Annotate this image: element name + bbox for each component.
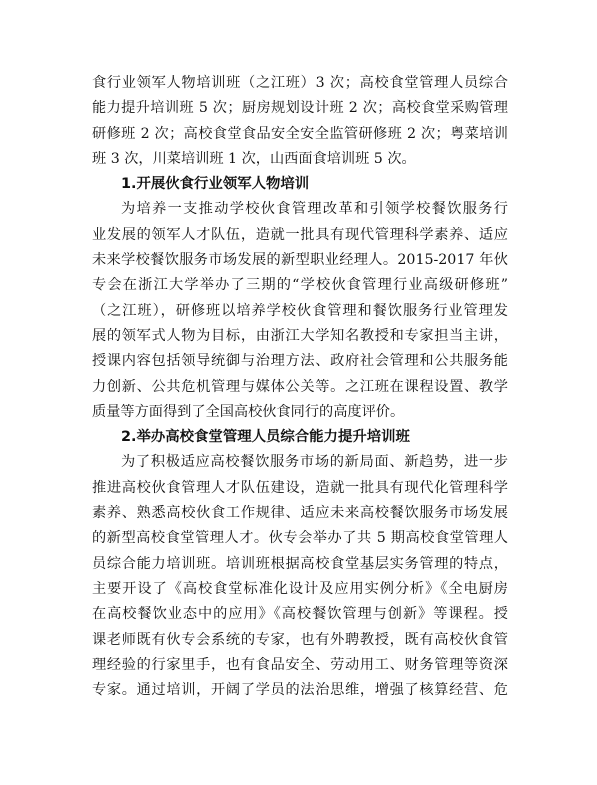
paragraph-line: （之江班），研修班以培养学校伙食管理和餐饮服务行业管理发: [92, 302, 508, 319]
paragraph-line: 课老师既有伙专会系统的专家，也有外聘教授，既有高校伙食管: [92, 631, 508, 648]
paragraph-line: 未来学校餐饮服务市场发展的新型职业经理人。2015-2017 年伙: [92, 252, 508, 269]
paragraph-line: 专家。通过培训，开阔了学员的法治思维，增强了核算经营、危: [92, 682, 508, 699]
paragraph-line: 能力提升培训班 5 次；厨房规划设计班 2 次；高校食堂采购管理: [92, 100, 508, 117]
paragraph-first-line: 为培养一支推动学校伙食管理改革和引领学校餐饮服务行: [121, 201, 508, 218]
paragraph-line: 专会在浙江大学举办了三期的“学校伙食管理行业高级研修班”: [92, 277, 508, 294]
paragraph-line: 授课内容包括领导统御与治理方法、政府社会管理和公共服务能: [92, 353, 508, 370]
section-heading: 1.开展伙食行业领军人物培训: [121, 176, 310, 193]
paragraph-first-line: 为了积极适应高校餐饮服务市场的新局面、新趋势，进一步: [121, 454, 508, 471]
paragraph-line: 素养、熟悉高校伙食工作规律、适应未来高校餐饮服务市场发展: [92, 505, 508, 522]
paragraph-line: 在高校餐饮业态中的应用》《高校餐饮管理与创新》等课程。授: [92, 606, 508, 623]
document-body: [92, 71, 508, 703]
section-heading: 2.举办高校食堂管理人员综合能力提升培训班: [121, 429, 410, 446]
paragraph-last-line: 班 3 次，川菜培训班 1 次，山西面食培训班 5 次。: [92, 150, 416, 167]
paragraph-line: 食行业领军人物培训班（之江班）3 次；高校食堂管理人员综合: [92, 75, 508, 91]
paragraph-last-line: 质量等方面得到了全国高校伙食同行的高度评价。: [92, 403, 405, 420]
paragraph-line: 主要开设了《高校食堂标准化设计及应用实例分析》《全电厨房: [92, 580, 508, 597]
paragraph-line: 推进高校伙食管理人才队伍建设，造就一批具有现代化管理科学: [92, 479, 508, 496]
paragraph-line: 业发展的领军人才队伍，造就一批具有现代管理科学素养、适应: [92, 226, 508, 243]
paragraph-line: 员综合能力培训班。培训班根据高校食堂基层实务管理的特点，: [92, 555, 508, 572]
paragraph-line: 的新型高校食堂管理人才。伙专会举办了共 5 期高校食堂管理人: [92, 530, 508, 547]
paragraph-line: 力创新、公共危机管理与媒体公关等。之江班在课程设置、教学: [92, 378, 508, 395]
paragraph-line: 展的领军式人物为目标，由浙江大学知名教授和专家担当主讲，: [92, 327, 508, 344]
paragraph-line: 理经验的行家里手，也有食品安全、劳动用工、财务管理等资深: [92, 656, 508, 673]
paragraph-line: 研修班 2 次；高校食堂食品安全安全监管研修班 2 次；粤菜培训: [92, 125, 508, 142]
